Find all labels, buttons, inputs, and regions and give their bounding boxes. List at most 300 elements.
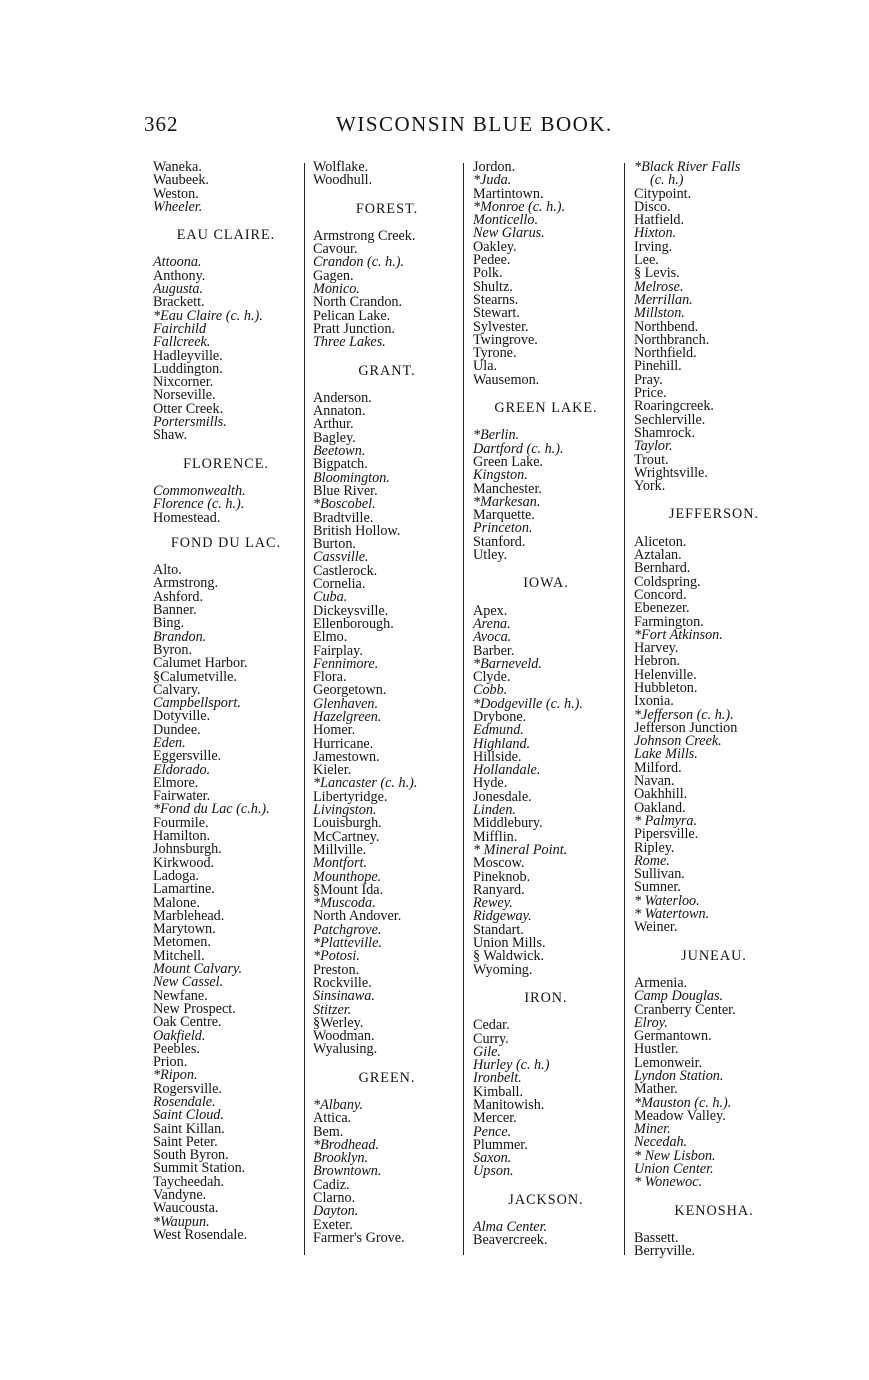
column-rule-2 — [463, 163, 464, 1255]
entry-list — [153, 564, 299, 1242]
entry-list — [634, 161, 794, 493]
place-name: Hustler. — [634, 1041, 679, 1058]
place-name: Clarno. — [313, 1190, 356, 1207]
place-name: *Monroe (c. h.). — [473, 198, 566, 215]
entry-list — [473, 602, 619, 978]
place-name: Necedah. — [634, 1134, 688, 1151]
place-name: Byron. — [153, 641, 193, 658]
place-name: *Fond du Lac (c.h.). — [153, 801, 270, 818]
place-name: Price. — [634, 385, 667, 402]
place-name: Banner. — [153, 602, 197, 619]
place-name: Sumner. — [634, 879, 681, 896]
place-name: Burton. — [313, 536, 356, 553]
place-name: Hadleyville. — [153, 347, 223, 364]
place-name: Standart. — [473, 921, 524, 938]
place-name: Arena. — [473, 615, 511, 632]
place-name: Cassville. — [313, 549, 369, 566]
place-name: Waucousta. — [153, 1200, 219, 1217]
place-name: Disco. — [634, 198, 671, 215]
place-name: Ironbelt. — [473, 1070, 522, 1087]
place-name: Lemonweir. — [634, 1054, 703, 1071]
place-name: *Waupun. — [153, 1213, 210, 1230]
place-name: Hollandale. — [473, 762, 541, 779]
place-name: Mitchell. — [153, 947, 205, 964]
place-name: Flora. — [313, 669, 347, 686]
column-2 — [313, 161, 461, 1245]
place-name: Marblehead. — [153, 907, 225, 924]
place-name: Oakley. — [473, 238, 517, 255]
place-name: Farmington. — [634, 613, 704, 630]
place-name: Pence. — [473, 1123, 512, 1140]
place-name: Northfield. — [634, 345, 697, 362]
place-name: Wrightsville. — [634, 464, 708, 481]
place-name: Marquette. — [473, 507, 535, 524]
place-name: Eldorado. — [153, 761, 211, 778]
place-name: Arthur. — [313, 416, 354, 433]
place-name: *Jefferson (c. h.). — [634, 706, 734, 723]
place-name: Camp Douglas. — [634, 988, 724, 1005]
place-name: Vandyne. — [153, 1187, 207, 1204]
place-name: Woodhull. — [313, 172, 373, 189]
county-heading: KENOSHA. — [674, 1202, 754, 1219]
place-name: Lyndon Station. — [634, 1068, 724, 1084]
place-name: Hurley (c. h.) — [473, 1057, 550, 1074]
place-name: Fourmile. — [153, 814, 209, 831]
place-name: Dayton. — [313, 1203, 359, 1220]
place-name: Armstrong Creek. — [313, 227, 416, 244]
place-name: North Crandon. — [313, 294, 403, 311]
place-name: Pipersville. — [634, 826, 699, 843]
place-name: British Hollow. — [313, 522, 401, 539]
place-name: Anthony. — [153, 267, 206, 284]
place-name: Wolflake. — [313, 159, 369, 175]
place-name: Fallcreek. — [153, 334, 211, 351]
place-name: Coldspring. — [634, 573, 701, 590]
place-name: Stearns. — [473, 291, 519, 308]
place-name: Brooklyn. — [313, 1150, 369, 1167]
place-name: Browntown. — [313, 1163, 382, 1180]
place-name: Bassett. — [634, 1229, 679, 1246]
place-name: Harvey. — [634, 640, 679, 657]
place-name: Sechlerville. — [634, 411, 706, 428]
place-name: Livingston. — [313, 802, 377, 819]
place-name: Jordon. — [473, 159, 516, 175]
place-name: Augusta. — [153, 281, 204, 298]
place-name: Johnsburgh. — [153, 841, 222, 858]
place-name: *Potosi. — [313, 948, 360, 965]
place-name: Farmer's Grove. — [313, 1229, 405, 1246]
place-name: Taycheedah. — [153, 1173, 225, 1190]
place-name: Weiner. — [634, 919, 678, 936]
place-name: Saxon. — [473, 1150, 512, 1167]
place-name: Lamartine. — [153, 881, 215, 898]
place-name: Hebron. — [634, 653, 681, 670]
place-name: Saint Killan. — [153, 1120, 225, 1137]
place-name: Georgetown. — [313, 682, 387, 699]
place-name: Milford. — [634, 759, 682, 776]
place-name: Irving. — [634, 238, 673, 255]
place-name: *Ripon. — [153, 1067, 198, 1084]
place-name: Shultz. — [473, 278, 513, 295]
place-name: Pineknob. — [473, 868, 531, 885]
place-name: Jonesdale. — [473, 788, 532, 805]
place-name: Dotyville. — [153, 708, 211, 725]
place-name: Kirkwood. — [153, 854, 215, 871]
place-name: *Mauston (c. h.). — [634, 1094, 732, 1111]
place-name: Campbellsport. — [153, 695, 241, 712]
place-name: Manitowish. — [473, 1097, 545, 1113]
place-name: Luddington. — [153, 360, 223, 377]
place-name: * Palmyra. — [634, 812, 698, 829]
place-name: Rockville. — [313, 974, 372, 991]
place-name: Bernhard. — [634, 560, 691, 577]
place-name: *Brodhead. — [313, 1136, 380, 1153]
place-name: * Mineral Point. — [473, 841, 568, 858]
place-name: Cobb. — [473, 682, 508, 699]
place-name: Merrillan. — [634, 291, 693, 308]
column-1 — [153, 161, 299, 1242]
place-name: Union Mills. — [473, 935, 546, 952]
place-name: Hatfield. — [634, 212, 685, 229]
place-name: Glenhaven. — [313, 695, 379, 712]
place-name: Cuba. — [313, 589, 348, 606]
place-name: Utley. — [473, 547, 508, 564]
place-name: Castlerock. — [313, 562, 378, 579]
place-name: Armstrong. — [153, 575, 219, 592]
entry-list — [634, 974, 794, 1191]
county-heading: JEFFERSON. — [668, 506, 760, 523]
place-name: Homestead. — [153, 509, 221, 526]
place-name: Meadow Valley. — [634, 1107, 726, 1124]
place-name: Cedar. — [473, 1017, 510, 1034]
entry-list — [473, 1221, 619, 1248]
place-name: Johnson Creek. — [634, 733, 722, 750]
place-name: Peebles. — [153, 1040, 200, 1057]
place-name: *Muscoda. — [313, 895, 376, 912]
place-name: Oakland. — [634, 799, 686, 816]
place-name: Hyde. — [473, 775, 508, 792]
place-name: Monico. — [313, 281, 360, 298]
place-name: Pray. — [634, 371, 663, 388]
county-heading: IRON. — [524, 989, 568, 1006]
place-name: Middlebury. — [473, 815, 543, 832]
entry-list — [473, 1019, 619, 1179]
place-name: Dartford (c. h.). — [473, 440, 564, 457]
place-name: §Mount Ida. — [313, 881, 384, 898]
place-name: Newfane. — [153, 987, 208, 1004]
place-name: Upson. — [473, 1163, 514, 1180]
place-name: Eggersville. — [153, 748, 222, 765]
place-name: Pinehill. — [634, 358, 682, 375]
county-heading: GRANT. — [358, 362, 416, 379]
place-name: Saint Peter. — [153, 1133, 218, 1150]
place-name: Melrose. — [634, 278, 684, 295]
place-name: Pelican Lake. — [313, 307, 391, 324]
place-name: Beetown. — [313, 443, 366, 460]
place-name: Sullivan. — [634, 866, 685, 883]
place-name: Fairwater. — [153, 788, 211, 805]
place-name: West Rosendale. — [153, 1226, 248, 1243]
place-name: Montfort. — [313, 855, 367, 872]
place-name: Elmore. — [153, 774, 199, 791]
place-name: Libertyridge. — [313, 788, 388, 805]
place-name: Berryville. — [634, 1243, 696, 1260]
entry-list — [473, 429, 619, 562]
county-heading: GREEN LAKE. — [494, 400, 598, 417]
place-name: Brandon. — [153, 628, 207, 645]
place-name: *Berlin. — [473, 427, 520, 444]
place-name: * New Lisbon. — [634, 1147, 716, 1164]
place-name: Ripley. — [634, 839, 675, 856]
place-name: Highland. — [473, 735, 531, 752]
place-name: Norseville. — [153, 387, 216, 404]
column-3 — [473, 161, 619, 1248]
place-name: Armenia. — [634, 974, 688, 991]
place-name: Shamrock. — [634, 424, 696, 441]
place-name: Mifflin. — [473, 828, 518, 845]
place-name: Metomen. — [153, 934, 211, 951]
county-heading: FLORENCE. — [183, 455, 269, 472]
place-name: Hubbleton. — [634, 679, 698, 696]
place-name: Bing. — [153, 615, 185, 632]
place-name: Lake Mills. — [634, 746, 698, 763]
place-name: Drybone. — [473, 708, 527, 725]
entry-list — [313, 1099, 461, 1245]
place-name: Otter Creek. — [153, 400, 224, 417]
place-name: New Prospect. — [153, 1000, 236, 1017]
place-name: North Andover. — [313, 908, 402, 925]
place-name: Eden. — [153, 734, 186, 751]
place-name: *Black River Falls — [634, 159, 741, 175]
place-name: Moscow. — [473, 855, 525, 872]
entry-list — [634, 533, 794, 936]
page-number: 362 — [144, 112, 179, 136]
place-name: Northbend. — [634, 318, 699, 335]
entry-list — [153, 161, 299, 214]
place-name: Aztalan. — [634, 547, 682, 564]
place-name: Weston. — [153, 185, 199, 202]
place-name: Florence (c. h.). — [153, 496, 245, 513]
county-heading: JUNEAU. — [681, 947, 747, 964]
entry-list — [313, 227, 461, 351]
place-name: *Albany. — [313, 1097, 364, 1113]
place-name: Alto. — [153, 562, 182, 579]
place-name: Cavour. — [313, 241, 358, 258]
place-name: Barber. — [473, 642, 515, 659]
place-name: Commonwealth. — [153, 482, 246, 499]
county-heading: FOREST. — [355, 200, 419, 217]
place-name: *Juda. — [473, 172, 512, 189]
place-name: *Lancaster (c. h.). — [313, 775, 418, 792]
place-name: Lee. — [634, 252, 659, 269]
place-name: Marytown. — [153, 921, 216, 938]
place-name: Northbranch. — [634, 331, 710, 348]
column-rule-1 — [304, 163, 305, 1255]
place-name: Bradtville. — [313, 509, 374, 526]
county-heading: IOWA. — [523, 575, 569, 592]
place-name: Ridgeway. — [473, 908, 532, 925]
place-name: Anderson. — [313, 389, 372, 406]
place-name: *Boscobel. — [313, 496, 376, 513]
place-name: Fennimore. — [313, 655, 379, 672]
place-name: Wausemon. — [473, 371, 540, 388]
column-4 — [634, 161, 794, 1259]
place-name: Navan. — [634, 773, 675, 790]
place-name: Cadiz. — [313, 1176, 350, 1193]
place-name: Trout. — [634, 451, 669, 468]
place-name: Bem. — [313, 1123, 344, 1140]
place-name: *Eau Claire (c. h.). — [153, 307, 263, 324]
place-name: Bagley. — [313, 429, 356, 446]
entry-list — [634, 1229, 794, 1260]
place-name: Hamilton. — [153, 828, 211, 845]
place-name: Attica. — [313, 1110, 352, 1127]
county-heading: EAU CLAIRE. — [176, 227, 276, 244]
place-name: Gile. — [473, 1043, 501, 1060]
place-name: Kimball. — [473, 1083, 524, 1100]
place-name: *Fort Atkinson. — [634, 626, 723, 643]
place-name: Green Lake. — [473, 453, 544, 470]
place-name: Concord. — [634, 586, 687, 603]
place-name: Stanford. — [473, 533, 526, 550]
place-name: Attoona. — [153, 254, 202, 271]
place-name: § Waldwick. — [473, 948, 545, 965]
place-name: New Cassel. — [153, 974, 224, 991]
place-name: Avoca. — [473, 629, 512, 646]
place-name: Cornelia. — [313, 576, 366, 593]
place-name: Cranberry Center. — [634, 1001, 736, 1018]
place-name: Hillside. — [473, 748, 522, 765]
place-name: Ixonia. — [634, 693, 674, 710]
place-name: * Watertown. — [634, 906, 710, 923]
county-heading: JACKSON. — [508, 1191, 584, 1208]
place-name: *Dodgeville (c. h.). — [473, 695, 583, 712]
place-name: Ladoga. — [153, 867, 200, 884]
place-name: Plummer. — [473, 1136, 528, 1153]
place-name: Wyalusing. — [313, 1041, 378, 1058]
place-name: Wyoming. — [473, 961, 533, 978]
place-name: Curry. — [473, 1030, 509, 1047]
place-name: York. — [634, 478, 666, 495]
place-name: Fairplay. — [313, 642, 363, 659]
place-name: McCartney. — [313, 828, 380, 845]
place-name: Ranyard. — [473, 881, 525, 898]
place-name: Patchgrove. — [313, 921, 382, 938]
entry-list — [153, 256, 299, 442]
place-name: Fairchild — [153, 320, 207, 337]
place-name: Mounthope. — [313, 868, 382, 885]
place-name: (c. h.) — [650, 172, 684, 189]
place-name: Pedee. — [473, 252, 511, 269]
place-name: Elmo. — [313, 629, 348, 646]
place-name: Nixcorner. — [153, 374, 214, 391]
place-name: Waubeek. — [153, 172, 209, 189]
place-name: Pratt Junction. — [313, 320, 395, 337]
place-name: Oakhhill. — [634, 786, 688, 803]
place-name: Homer. — [313, 722, 356, 739]
place-name: Kieler. — [313, 762, 352, 779]
place-name: Germantown. — [634, 1028, 712, 1045]
place-name: § Levis. — [634, 265, 680, 282]
place-name: Elroy. — [634, 1014, 668, 1031]
place-name: Hazelgreen. — [313, 708, 382, 725]
place-name: Apex. — [473, 602, 508, 619]
place-name: Princeton. — [473, 520, 533, 537]
place-name: Mercer. — [473, 1110, 517, 1127]
place-name: Blue River. — [313, 482, 378, 499]
place-name: Prion. — [153, 1054, 188, 1071]
place-name: Roaringcreek. — [634, 398, 714, 415]
place-name: Bigpatch. — [313, 456, 368, 473]
place-name: Rosendale. — [153, 1094, 216, 1110]
place-name: Rome. — [634, 852, 670, 869]
entry-list — [473, 161, 619, 387]
place-name: Waneka. — [153, 159, 202, 175]
place-name: Sinsinawa. — [313, 988, 375, 1005]
place-name: * Wonewoc. — [634, 1174, 703, 1191]
place-name: Union Center. — [634, 1161, 714, 1178]
place-name: Millville. — [313, 841, 367, 858]
place-name: Beavercreek. — [473, 1232, 548, 1249]
place-name: Shaw. — [153, 427, 188, 444]
place-name: Malone. — [153, 894, 200, 911]
place-name: Tyrone. — [473, 345, 517, 362]
place-name: * Waterloo. — [634, 892, 700, 909]
place-name: Brackett. — [153, 294, 205, 311]
place-name: *Markesan. — [473, 493, 541, 510]
place-name: Saint Cloud. — [153, 1107, 224, 1124]
place-name: Three Lakes. — [313, 334, 386, 351]
place-name: Hixton. — [634, 225, 677, 242]
place-name: Gagen. — [313, 267, 354, 284]
place-name: Ellenborough. — [313, 615, 394, 632]
place-name: Oak Centre. — [153, 1014, 222, 1031]
place-name: Summit Station. — [153, 1160, 246, 1177]
place-name: Monticello. — [473, 212, 539, 229]
place-name: Dundee. — [153, 721, 201, 738]
place-name: Sylvester. — [473, 318, 529, 335]
place-name: Rewey. — [473, 895, 513, 912]
place-name: Ebenezer. — [634, 600, 690, 617]
place-name: Dickeysville. — [313, 602, 389, 619]
place-name: Stitzer. — [313, 1001, 352, 1018]
place-name: Preston. — [313, 961, 360, 978]
place-name: Millston. — [634, 305, 685, 322]
running-head: WISCONSIN BLUE BOOK. — [336, 112, 613, 136]
place-name: Martintown. — [473, 185, 544, 202]
place-name: Kingston. — [473, 467, 528, 484]
place-name: Bloomington. — [313, 469, 390, 486]
place-name: *Platteville. — [313, 935, 382, 952]
place-name: Calumet Harbor. — [153, 655, 248, 672]
place-name: Oakfield. — [153, 1027, 206, 1044]
column-rule-3 — [624, 163, 625, 1255]
place-name: §Calumetville. — [153, 668, 237, 685]
place-name: Ashford. — [153, 588, 204, 605]
entry-list — [153, 482, 299, 526]
place-name: Linden. — [473, 802, 516, 819]
place-name: Annaton. — [313, 403, 366, 420]
place-name: Hurricane. — [313, 735, 374, 752]
place-name: *Barneveld. — [473, 655, 542, 672]
place-name: Calvary. — [153, 681, 201, 698]
place-name: Rogersville. — [153, 1080, 222, 1097]
place-name: Mather. — [634, 1081, 678, 1098]
place-name: Crandon (c. h.). — [313, 254, 405, 271]
place-name: Clyde. — [473, 669, 511, 686]
place-name: Alma Center. — [473, 1219, 548, 1236]
place-name: Jefferson Junction — [634, 719, 738, 736]
